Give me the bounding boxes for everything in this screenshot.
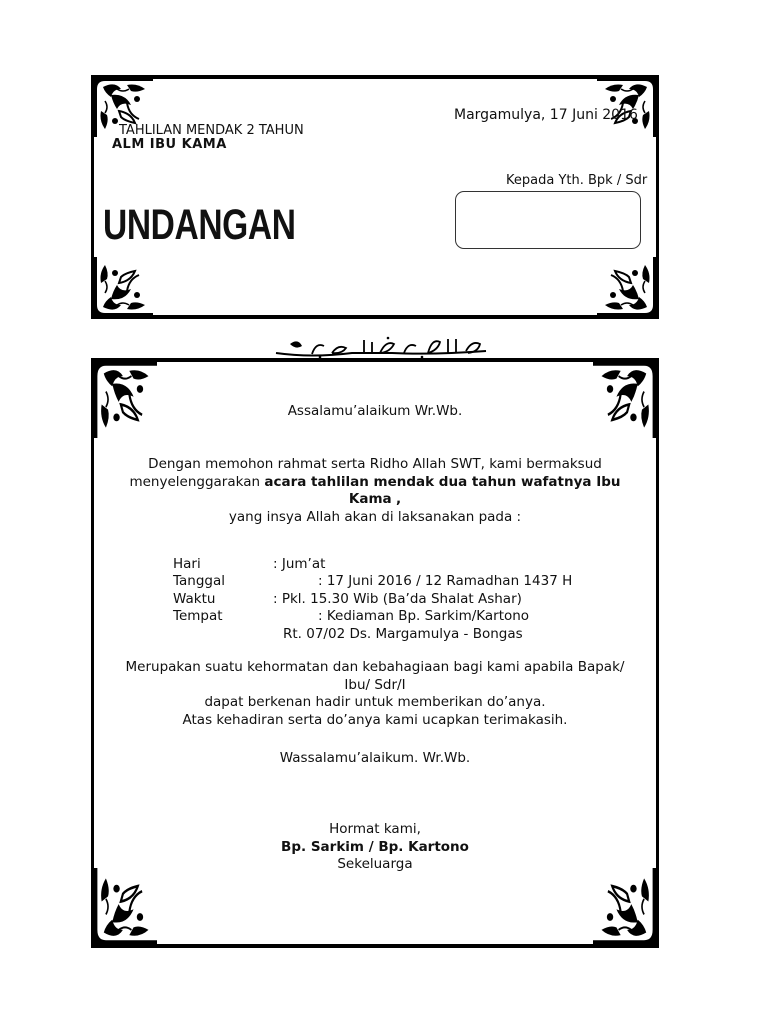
closing-line: Atas kehadiran serta do’anya kami ucapkan terimakasih. <box>182 711 568 728</box>
floral-corner-ornament <box>597 257 659 319</box>
closing-paragraph <box>94 659 656 729</box>
letter-bottom-border <box>91 944 659 948</box>
envelope-deceased-name: ALM IBU KAMA <box>112 137 227 152</box>
envelope-card <box>91 75 659 319</box>
floral-corner-ornament <box>597 75 659 137</box>
event-description: acara tahlilan mendak dua tahun wafatnya Ibu <box>264 473 621 490</box>
invitation-title: UNDANGAN <box>103 201 296 249</box>
floral-corner-ornament <box>91 868 157 948</box>
opening-line: yang insya Allah akan di laksanakan pada : <box>228 508 522 525</box>
signature-family: Sekeluarga <box>337 856 413 872</box>
floral-corner-ornament <box>91 257 153 319</box>
recipient-address-box <box>455 191 641 249</box>
detail-value: : Pkl. 15.30 Wib (Ba’da Shalat Ashar) <box>273 591 522 607</box>
opening-line <box>94 474 656 492</box>
floral-corner-ornament <box>91 358 157 438</box>
signature-regards: Hormat kami, <box>329 821 421 837</box>
floral-corner-ornament <box>593 358 659 438</box>
closing-line: dapat berkenan hadir untuk memberikan do’anya. <box>204 694 546 710</box>
detail-label: Tanggal <box>173 573 226 589</box>
detail-value: Rt. 07/02 Ds. Margamulya - Bongas <box>283 626 523 642</box>
opening-line <box>94 491 656 509</box>
envelope-date: Margamulya, 17 Juni 2016 <box>454 107 638 123</box>
detail-value: : 17 Juni 2016 / 12 Ramadhan 1437 H <box>318 573 573 589</box>
envelope-bottom-border <box>91 315 659 319</box>
letter-top-border <box>91 358 659 362</box>
detail-value: : Jum’at <box>273 556 326 572</box>
detail-label: Tempat <box>173 608 223 624</box>
detail-value: : Kediaman Bp. Sarkim/Kartono <box>318 608 530 624</box>
deceased-name: Kama <box>348 491 392 507</box>
opening-punctuation: , <box>395 491 402 507</box>
envelope-top-border <box>91 75 659 79</box>
letter-card <box>91 358 659 948</box>
envelope-event-title: TAHLILAN MENDAK 2 TAHUN <box>119 123 304 138</box>
closing-line: Ibu/ Sdr/I <box>344 676 406 693</box>
opening-paragraph <box>94 456 656 526</box>
signature-names: Bp. Sarkim / Bp. Kartono <box>281 839 469 855</box>
floral-corner-ornament <box>593 868 659 948</box>
greeting: Assalamu’alaikum Wr.Wb. <box>287 403 463 419</box>
basmala-calligraphy <box>272 334 494 360</box>
opening-line: Dengan memohon rahmat serta Ridho Allah SWT, kami bermaksud <box>148 456 602 472</box>
envelope-recipient-label: Kepada Yth. Bpk / Sdr <box>506 173 648 188</box>
detail-label: Hari <box>173 556 201 572</box>
opening-text: menyelenggarakan <box>129 473 261 490</box>
farewell: Wassalamu’alaikum. Wr.Wb. <box>279 750 471 766</box>
closing-line: Merupakan suatu kehormatan dan kebahagiaan bagi kami apabila Bapak/ <box>125 659 625 675</box>
detail-label: Waktu <box>173 591 216 607</box>
